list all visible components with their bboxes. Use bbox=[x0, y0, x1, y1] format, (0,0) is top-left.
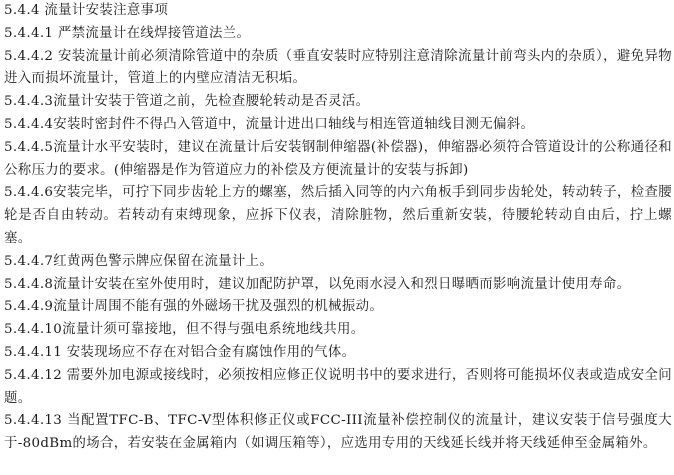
clause-5-4-4-3: 5.4.4.3流量计安装于管道之前，先检查腰轮转动是否灵活。 bbox=[4, 94, 370, 110]
clause-5-4-4-7: 5.4.4.7红黄两色警示牌应保留在流量计上。 bbox=[4, 253, 274, 269]
clause-5-4-4-9: 5.4.4.9流量计周围不能有强的外磁场干扰及强烈的机械振动。 bbox=[4, 299, 384, 315]
clause-5-4-4-13: 5.4.4.13 当配置TFC-B、TFC-V型体积修正仪或FCC-III流量补偿控制仪的流量计，建议安装于信号强度大于-80dBm的场合，若安装在金属箱内（如调压箱等），应选用专用的天线延长线并将天线延伸至金属箱外。 bbox=[4, 413, 672, 452]
clause-5-4-4-10: 5.4.4.10流量计须可靠接地，但不得与强电系统地线共用。 bbox=[4, 322, 365, 338]
clause-5-4-4-5: 5.4.4.5流量计水平安装时，建议在流量计后安装钢制伸缩器(补偿器)，伸缩器必须符合管道设计的公称通径和公称压力的要求。(伸缩器是作为管道应力的补偿及方便流量计的安装与拆卸) bbox=[4, 139, 672, 178]
clause-5-4-4-11: 5.4.4.11 安装现场应不存在对铝合金有腐蚀作用的气体。 bbox=[4, 344, 356, 360]
clause-5-4-4-8: 5.4.4.8流量计安装在室外使用时，建议加配防护罩，以免雨水浸入和烈日曝晒而影响流量计使用寿命。 bbox=[4, 276, 631, 292]
section-heading: 5.4.4 流量计安装注意事项 bbox=[4, 3, 169, 18]
clause-5-4-4-2: 5.4.4.2 安装流量计前必须清除管道中的杂质（垂直安装时应特别注意清除流量计前弯头内的杂质），避免异物进入而损坏流量计，管道上的内壁应清洁无积垢。 bbox=[4, 48, 672, 87]
clause-5-4-4-6: 5.4.4.6安装完毕，可拧下同步齿轮上方的螺塞，然后插入同等的内六角板手到同步齿轮处，转动转子，检查腰轮是否自由转动。若转动有束缚现象，应拆下仪表，清除脏物，然后重新安装，待腰轮转动自由后，拧上螺塞。 bbox=[4, 185, 672, 246]
clause-5-4-4-1: 5.4.4.1 严禁流量计在线焊接管道法兰。 bbox=[4, 25, 251, 41]
clause-5-4-4-12: 5.4.4.12 需要外加电源或接线时，必须按相应修正仪说明书中的要求进行，否则将可能损坏仪表或造成安全问题。 bbox=[4, 367, 672, 406]
clause-5-4-4-4: 5.4.4.4安装时密封件不得凸入管道中，流量计进出口轴线与相连管道轴线目测无偏斜。 bbox=[4, 116, 535, 132]
